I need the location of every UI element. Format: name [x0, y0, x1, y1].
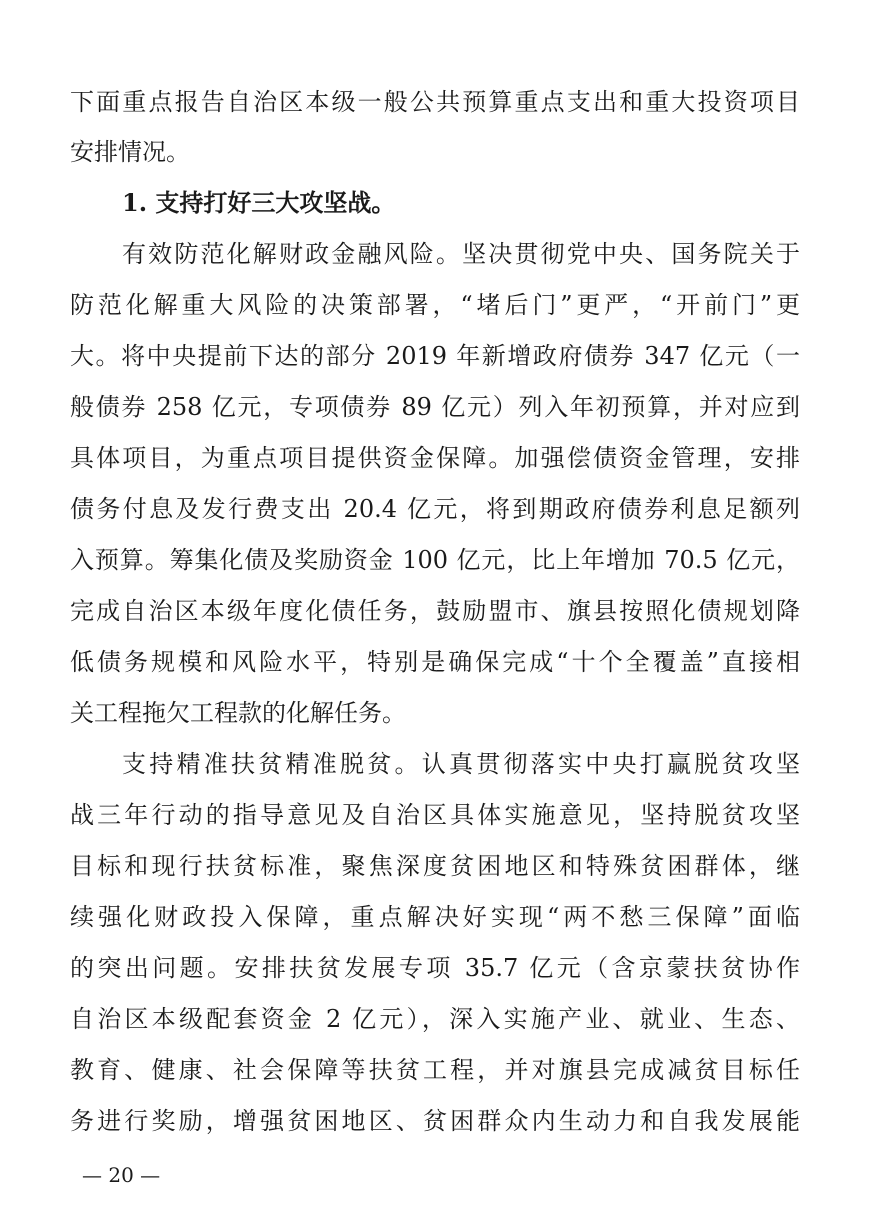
body-text-line: 债务付息及发行费支出 20.4 亿元，将到期政府债券利息足额列 — [70, 495, 800, 523]
body-text-line: 大。将中央提前下达的部分 2019 年新增政府债券 347 亿元（一 — [70, 342, 800, 370]
body-text-line: 目标和现行扶贫标准，聚焦深度贫困地区和特殊贫困群体，继 — [70, 852, 800, 880]
body-text-line: 完成自治区本级年度化债任务，鼓励盟市、旗县按照化债规划降 — [70, 597, 800, 625]
body-text-line: 低债务规模和风险水平，特别是确保完成“十个全覆盖”直接相 — [70, 648, 800, 676]
body-text-line: 入预算。筹集化债及奖励资金 100 亿元，比上年增加 70.5 亿元， — [70, 546, 800, 574]
body-text-line: 有效防范化解财政金融风险。坚决贯彻党中央、国务院关于 — [122, 240, 800, 268]
body-text-line: 防范化解重大风险的决策部署，“堵后门”更严，“开前门”更 — [70, 291, 800, 319]
body-text-line: 战三年行动的指导意见及自治区具体实施意见，坚持脱贫攻坚 — [70, 801, 800, 829]
body-text-line: 支持精准扶贫精准脱贫。认真贯彻落实中央打赢脱贫攻坚 — [122, 750, 800, 778]
body-text-line: 自治区本级配套资金 2 亿元），深入实施产业、就业、生态、 — [70, 1005, 800, 1033]
body-text-line: 般债券 258 亿元，专项债券 89 亿元）列入年初预算，并对应到 — [70, 393, 800, 421]
body-text-line: 关工程拖欠工程款的化解任务。 — [70, 699, 406, 727]
body-text-line: 续强化财政投入保障，重点解决好实现“两不愁三保障”面临 — [70, 903, 800, 931]
body-text-line: 安排情况。 — [70, 138, 190, 166]
body-text-line: 的突出问题。安排扶贫发展专项 35.7 亿元（含京蒙扶贫协作 — [70, 954, 800, 982]
page-number: — 20 — — [82, 1163, 161, 1187]
body-text-line: 下面重点报告自治区本级一般公共预算重点支出和重大投资项目 — [70, 88, 800, 116]
body-text-line: 务进行奖励，增强贫困地区、贫困群众内生动力和自我发展能 — [70, 1107, 800, 1135]
body-text-line: 教育、健康、社会保障等扶贫工程，并对旗县完成减贫目标任 — [70, 1056, 800, 1084]
section-heading: 1. 支持打好三大攻坚战。 — [122, 188, 396, 217]
body-text-line: 具体项目，为重点项目提供资金保障。加强偿债资金管理，安排 — [70, 444, 800, 472]
